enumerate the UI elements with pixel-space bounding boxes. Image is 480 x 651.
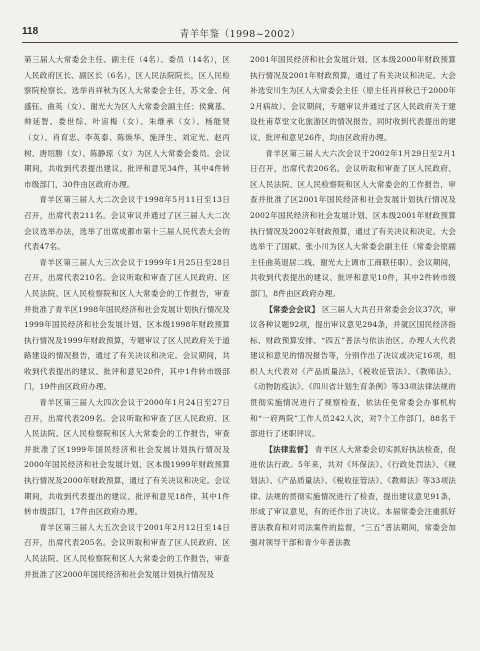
left-column	[24, 52, 230, 582]
section-legal-supervision	[250, 442, 456, 551]
right-column	[250, 52, 456, 551]
section-body: 青羊区人大常委会切实抓好执法检查，促进依法行政。5年来，共对《环保法》、《行政处罚法》、《规划法》、《产品质量法》、《税收征管法》、《教师法》等33项法律、法规的贯彻实施情况进行了检查，提出建议意见91条，形成了审议意见，有的还作出了决议。本届常委会注重抓好普法教育和对司法案件的监督，“三五”普法期间，常委会加强对领导干部和青少年普法教	[250, 444, 456, 548]
paragraph: 青羊区第三届人大五次会议于2001年2月12日至14日召开，出席代表205名。会议听取和审查了区人民政府、区人民法院、区人民检察院和区人大常委会的工作报告，审查并批准了区2000年国民经济和社会发展计划执行情况及	[24, 522, 230, 579]
section-heading: 【法律监督】	[265, 444, 313, 454]
paragraph: 2001年国民经济和社会发展计划、区本级2000年财政预算执行情况及2001年财政预算，通过了有关决议和决定。大会补选安川生为区人大常委会主任（原主任肖祥秋已于2000年2月病故）。会议期间，专题审议并通过了区人民政府关于建设杜甫草堂文化旅游区的情况报告，同时收到代表提出的建议、批评和意见26件，均由区政府办理。	[250, 55, 456, 142]
section-standing-committee	[250, 302, 456, 442]
paragraph: 青羊区第三届人大四次会议于2000年1月24日至27日召开，出席代表209名。会议听取和审查了区人民政府、区人民法院、区人民检察院和区人大常委会的工作报告，审查并批准了区1999年国民经济和社会发展计划执行情况及2000年国民经济和社会发展计划、区本级1999年财政预算执行情况及2000年财政预算，通过了有关决议和决定。会议期间，共收到代表提出的建议、批评和意见18件，其中1件转市级部门，17件由区政府办理。	[24, 398, 230, 517]
paragraph: 第三届人大常委会主任、副主任（4名）、委员（14名），区人民政府区长、副区长（6名），区人民法院院长，区人民检察院检察长。选举肖祥秋为区人大常委会主任，苏文金、何盛钰、曲英（女）、谢光大为区人大常委会副主任；侯冀基、帅延智、娄世综、叶宙梅（女）、朱继承（女）、杨能贤（女）、肖育忠、李英泰、陈焕华、施泽生、刘定光、赵丙树、唐绍勝（女）、陈静琼（女）为区人大常委会委员。会议期间，共收到代表提出建议、批评和意见34件，其中4件转市级部门，30件由区政府办理。	[24, 55, 230, 189]
paragraph: 青羊区第三届人大三次会议于1999年1月25日至28日召开，出席代表210名。会议听取和审查了区人民政府、区人民法院、区人民检察院和区人大常委会的工作报告，审查并批准了青羊区1998年国民经济和社会发展计划执行情况及1999年国民经济和社会发展计划、区本级1998年财政预算执行情况及1999年财政预算，专题审议了区人民政府关于道路建设的情况报告，通过了有关决议和决定。会议期间，共收到代表提出的建议、批评和意见20件，其中1件转市级部门，19件由区政府办理。	[24, 257, 230, 392]
section-body: 区三届人大共召开常委会会议37次，审议各种议题92项，提出审议意见294条，并就区国民经济指标、财政预算安排、“四五”普法与依法治区、办理人大代表建议和意见的情况报告等，分别作出了决议或决定16项，组织人大代表对《产品质量法》、《税收征管法》、《教师法》、《动物防疫法》、《四川省计划生育条例》等33项法律法规的贯彻实施情况进行了视察检查，依法任免常委会办事机构和“一府两院”工作人员242人次，对7个工作部门、88名干部进行了述职评议。	[250, 304, 456, 439]
paragraph: 青羊区第三届人大六次会议于2002年1月29日至2月1日召开，出席代表206名。会议听取和审查了区人民政府、区人民法院、区人民检察院和区人大常委会的工作报告，审查并批准了区2001年国民经济和社会发展计划执行情况及2002年国民经济和社会发展计划、区本级2001年财政预算执行情况及2002年财政预算，通过了有关决议和决定。大会选举于了国斌、张小川为区人大常委会副主任（常委会原副主任曲英退居二线、谢光大上调市工商联任职）。会议期间，共收到代表提出的建议、批评和意见10件，其中2件转市级部门，8件由区政府办理。	[250, 148, 456, 298]
paragraph: 青羊区第三届人大二次会议于1998年5月11日至13日召开，出席代表211名。会议审议并通过了区三届人大二次会议选举办法，选举了出席成都市第十三届人民代表大会的代表47名。	[24, 195, 230, 252]
section-heading: 【常委会会议】	[265, 304, 320, 314]
page-number: 118	[22, 26, 39, 37]
running-title: 青羊年鉴（1998~2002）	[179, 29, 301, 40]
page-header	[22, 26, 458, 43]
